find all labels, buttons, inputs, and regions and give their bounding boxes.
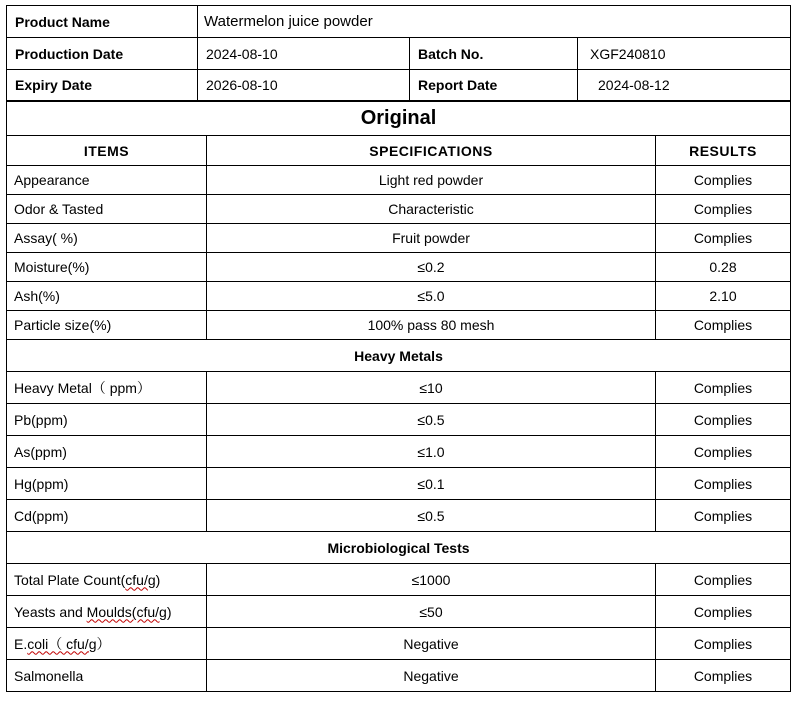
item-cell: Ash(%) xyxy=(7,282,207,311)
specification-cell: ≤0.1 xyxy=(207,468,656,500)
product-name-label: Product Name xyxy=(7,6,198,38)
specifications-column-header: SPECIFICATIONS xyxy=(207,136,656,166)
specification-cell: ≤0.5 xyxy=(207,500,656,532)
result-cell: Complies xyxy=(656,372,791,404)
specification-cell: Light red powder xyxy=(207,166,656,195)
specification-cell: Negative xyxy=(207,628,656,660)
result-cell: Complies xyxy=(656,311,791,340)
microbiological-section-header: Microbiological Tests xyxy=(7,532,791,564)
expiry-date-row xyxy=(7,70,791,101)
table-row xyxy=(7,500,791,532)
table-row xyxy=(7,253,791,282)
item-mark: coli（ cfu/g xyxy=(27,635,97,652)
table-row xyxy=(7,404,791,436)
specification-cell: ≤10 xyxy=(207,372,656,404)
specification-cell: ≤1000 xyxy=(207,564,656,596)
specification-cell: ≤0.2 xyxy=(207,253,656,282)
table-row xyxy=(7,436,791,468)
item-cell: Appearance xyxy=(7,166,207,195)
expiry-date-value: 2026-08-10 xyxy=(198,70,410,101)
item-cell: Moisture(%) xyxy=(7,253,207,282)
production-date-label: Production Date xyxy=(7,38,198,70)
item-cell xyxy=(7,564,207,596)
table-row xyxy=(7,468,791,500)
production-date-value: 2024-08-10 xyxy=(198,38,410,70)
specification-cell: ≤5.0 xyxy=(207,282,656,311)
specification-cell: ≤0.5 xyxy=(207,404,656,436)
item-cell: Hg(ppm) xyxy=(7,468,207,500)
expiry-date-label: Expiry Date xyxy=(7,70,198,101)
item-cell: Cd(ppm) xyxy=(7,500,207,532)
item-cell xyxy=(7,660,207,692)
result-cell: Complies xyxy=(656,468,791,500)
item-cell xyxy=(7,628,207,660)
specification-cell: ≤50 xyxy=(207,596,656,628)
items-column-header: ITEMS xyxy=(7,136,207,166)
item-suffix: ) xyxy=(155,571,161,588)
specification-cell: 100% pass 80 mesh xyxy=(207,311,656,340)
item-cell xyxy=(7,596,207,628)
item-prefix: Total Plate Count( xyxy=(14,571,126,588)
result-cell: Complies xyxy=(656,564,791,596)
result-cell: Complies xyxy=(656,660,791,692)
specification-cell: Negative xyxy=(207,660,656,692)
report-date-label: Report Date xyxy=(410,70,578,101)
heavy-metals-section-header-row xyxy=(7,340,791,372)
product-name-row xyxy=(7,6,791,38)
production-date-row xyxy=(7,38,791,70)
table-row xyxy=(7,372,791,404)
table-row xyxy=(7,282,791,311)
item-cell: Odor & Tasted xyxy=(7,195,207,224)
specification-cell: ≤1.0 xyxy=(207,436,656,468)
report-title: Original xyxy=(7,102,791,136)
item-mark: cfu/g xyxy=(125,571,156,588)
item-suffix: ) xyxy=(166,603,172,620)
result-cell: Complies xyxy=(656,166,791,195)
result-cell: Complies xyxy=(656,195,791,224)
table-row xyxy=(7,311,791,340)
microbiological-section-header-row xyxy=(7,532,791,564)
table-row xyxy=(7,564,791,596)
result-cell: Complies xyxy=(656,404,791,436)
item-prefix: Salmonella xyxy=(14,667,84,684)
specification-cell: Characteristic xyxy=(207,195,656,224)
result-cell: Complies xyxy=(656,500,791,532)
item-cell: Pb(ppm) xyxy=(7,404,207,436)
result-cell: 0.28 xyxy=(656,253,791,282)
item-cell: Heavy Metal（ ppm） xyxy=(7,372,207,404)
results-column-header: RESULTS xyxy=(656,136,791,166)
test-results-table xyxy=(6,101,791,692)
result-cell: Complies xyxy=(656,436,791,468)
table-row xyxy=(7,660,791,692)
item-prefix: Yeasts and xyxy=(14,603,87,620)
product-name-value: Watermelon juice powder xyxy=(198,6,791,38)
item-suffix: ） xyxy=(96,635,111,652)
item-cell: Assay( %) xyxy=(7,224,207,253)
table-row xyxy=(7,628,791,660)
table-row xyxy=(7,195,791,224)
item-cell: Particle size(%) xyxy=(7,311,207,340)
product-header-table xyxy=(6,5,791,101)
report-date-value: 2024-08-12 xyxy=(578,70,791,101)
item-prefix: E. xyxy=(14,635,28,652)
result-cell: 2.10 xyxy=(656,282,791,311)
result-cell: Complies xyxy=(656,628,791,660)
batch-no-value: XGF240810 xyxy=(578,38,791,70)
item-mark: Moulds(cfu/g xyxy=(86,603,167,620)
column-header-row xyxy=(7,136,791,166)
result-cell: Complies xyxy=(656,224,791,253)
heavy-metals-section-header: Heavy Metals xyxy=(7,340,791,372)
table-row xyxy=(7,224,791,253)
title-row xyxy=(7,102,791,136)
table-row xyxy=(7,596,791,628)
batch-no-label: Batch No. xyxy=(410,38,578,70)
table-row xyxy=(7,166,791,195)
result-cell: Complies xyxy=(656,596,791,628)
specification-cell: Fruit powder xyxy=(207,224,656,253)
item-cell: As(ppm) xyxy=(7,436,207,468)
